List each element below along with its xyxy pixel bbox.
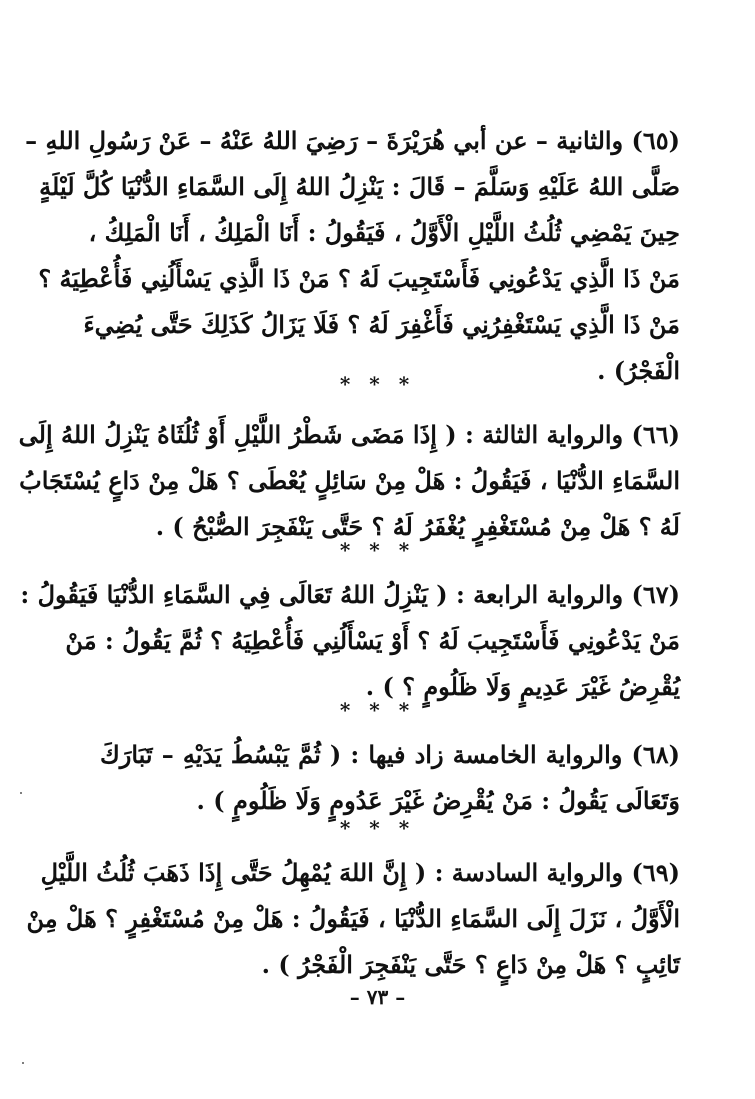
- section-separator: * * *: [339, 538, 416, 562]
- paragraph-line: السَّمَاءِ الدُّنْيَا ، فَيَقُولُ : هَلْ مِنْ سَائِلٍ يُعْطَى ؟ هَلْ مِنْ دَاعٍ يُسْتَجَابُ: [19, 466, 680, 495]
- paragraph-66: [18, 412, 680, 550]
- paragraph-line: (٦٨) والرواية الخامسة زاد فيها : ( ثُمَّ يَبْسُطُ يَدَيْهِ – تَبَارَكَ: [100, 740, 680, 769]
- paragraph-line: الْفَجْرُ) .: [597, 356, 680, 385]
- paragraph-line: مَنْ ذَا الَّذِي يَسْتَغْفِرُنِي فَأَغْفِرَ لَهُ ؟ فَلَا يَزَالُ كَذَلِكَ حَتَّى يُضِيءَ: [83, 310, 680, 339]
- paragraph-line: (٦٧) والرواية الرابعة : ( يَنْزِلُ اللهُ تَعَالَى فِي السَّمَاءِ الدُّنْيَا فَيَقُولُ :: [20, 580, 680, 609]
- paragraph-line: (٦٦) والرواية الثالثة : ( إِذَا مَضَى شَطْرُ اللَّيْلِ أَوْ ثُلُثَاهُ يَنْزِلُ اللهُ إِلَى: [18, 420, 680, 449]
- paragraph-line: يُقْرِضُ غَيْرَ عَدِيمٍ وَلَا ظَلُومٍ ؟ ) .: [365, 672, 680, 701]
- paragraph-line: تَائِبٍ ؟ هَلْ مِنْ دَاعٍ ؟ حَتَّى يَنْفَجِرَ الْفَجْرُ ) .: [261, 950, 680, 979]
- page-number: – ٧٣ –: [349, 985, 406, 1009]
- paragraph-line: وَتَعَالَى يَقُولُ : مَنْ يُقْرِضُ غَيْرَ عَدُومٍ وَلَا ظَلُومٍ ) .: [196, 786, 680, 815]
- paragraph-69: [26, 850, 680, 988]
- paragraph-68: [100, 732, 680, 824]
- paragraph-line: مَنْ يَدْعُونِي فَأَسْتَجِيبَ لَهُ ؟ أَوْ يَسْأَلُنِي فَأُعْطِيَهُ ؟ ثُمَّ يَقُولُ : مَنْ: [65, 626, 680, 655]
- section-separator: * * *: [339, 372, 416, 396]
- paragraph-67: [20, 572, 680, 710]
- margin-dot: [22, 1062, 24, 1064]
- paragraph-65: [25, 118, 680, 394]
- paragraph-line: (٦٥) والثانية – عن أبي هُرَيْرَةَ – رَضِيَ اللهُ عَنْهُ – عَنْ رَسُولِ اللهِ –: [25, 126, 680, 155]
- paragraph-line: الْأَوَّلُ ، نَزَلَ إِلَى السَّمَاءِ الدُّنْيَا ، فَيَقُولُ : هَلْ مِنْ مُسْتَغْفِرٍ ؟ هَلْ مِنْ: [26, 904, 680, 933]
- paragraph-line: مَنْ ذَا الَّذِي يَدْعُونِي فَأَسْتَجِيبَ لَهُ ؟ مَنْ ذَا الَّذِي يَسْأَلُنِي فَأُعْطِيَهُ ؟: [38, 264, 680, 293]
- paragraph-line: لَهُ ؟ هَلْ مِنْ مُسْتَغْفِرٍ يُغْفَرُ لَهُ ؟ حَتَّى يَنْفَجِرَ الصُّبْحُ ) .: [155, 512, 680, 541]
- section-separator: * * *: [339, 698, 416, 722]
- paragraph-line: صَلَّى اللهُ عَلَيْهِ وَسَلَّمَ – قَالَ : يَنْزِلُ اللهُ إِلَى السَّمَاءِ الدُّنْيَا كُلَّ لَيْلَةٍ: [39, 172, 680, 201]
- paragraph-line: (٦٩) والرواية السادسة : ( إِنَّ اللهَ يُمْهِلُ حَتَّى إِذَا ذَهَبَ ثُلُثُ اللَّيْلِ: [40, 858, 680, 887]
- section-separator: * * *: [339, 816, 416, 840]
- paragraph-line: حِينَ يَمْضِي ثُلُثُ اللَّيْلِ الْأَوَّلُ ، فَيَقُولُ : أَنَا الْمَلِكُ ، أَنَا الْمَلِكُ ،: [88, 218, 680, 247]
- margin-dot: [20, 792, 22, 794]
